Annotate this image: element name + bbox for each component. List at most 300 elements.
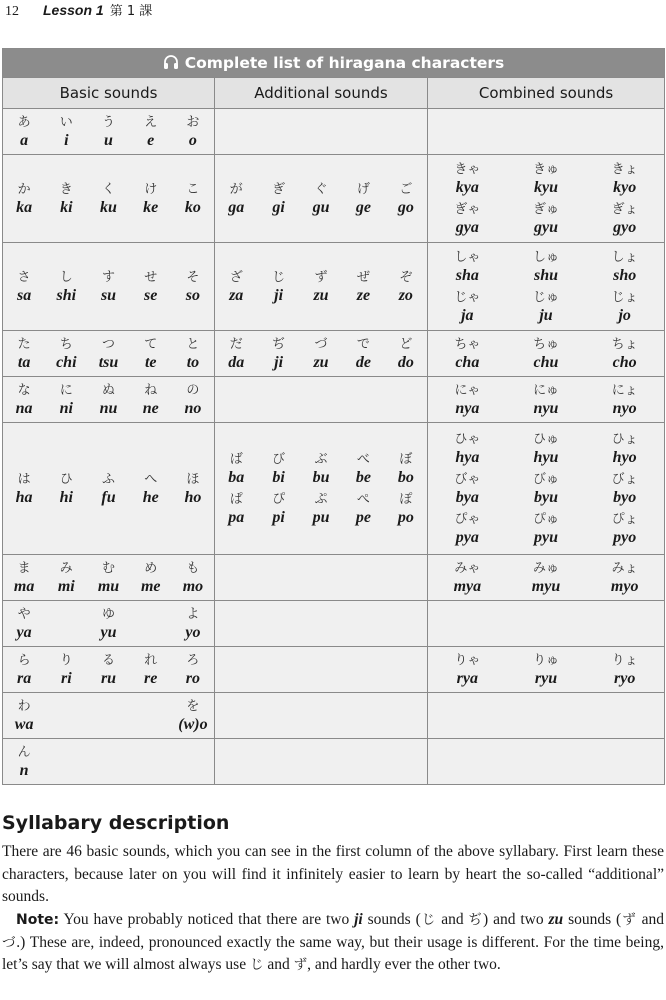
combined-cell bbox=[428, 155, 665, 243]
romaji: bu bbox=[312, 468, 330, 486]
kana-entry bbox=[428, 249, 507, 285]
kana-character: しょ bbox=[611, 249, 638, 265]
romaji: se bbox=[144, 286, 158, 304]
kana-entry bbox=[130, 382, 172, 418]
romaji: ga bbox=[228, 198, 245, 216]
romaji: hi bbox=[59, 488, 73, 506]
romaji: bo bbox=[397, 468, 414, 486]
romaji: pe bbox=[355, 508, 371, 526]
kana-entry bbox=[428, 161, 507, 197]
kana-character: ぜ bbox=[356, 269, 370, 285]
basic-cell bbox=[3, 155, 215, 243]
kana-character: ふ bbox=[102, 471, 116, 487]
kana-entry bbox=[3, 652, 45, 688]
combined-cell bbox=[428, 555, 665, 601]
kana-entry bbox=[342, 451, 384, 487]
table-row bbox=[3, 243, 665, 331]
romaji: rya bbox=[456, 669, 478, 687]
romaji: go bbox=[397, 198, 414, 216]
romaji: pi bbox=[272, 508, 285, 526]
kana-entry bbox=[300, 451, 342, 487]
kana-entry bbox=[585, 336, 664, 372]
romaji: yo bbox=[185, 623, 201, 641]
romaji: ri bbox=[60, 669, 72, 687]
kana-entry bbox=[87, 560, 129, 596]
kana-character: じゅ bbox=[533, 289, 560, 305]
combined-cell bbox=[428, 109, 665, 155]
basic-cell bbox=[3, 693, 215, 739]
combined-cell bbox=[428, 423, 665, 555]
kana-character: び bbox=[272, 451, 286, 467]
romaji: ryu bbox=[534, 669, 558, 687]
paragraph-2 bbox=[2, 909, 664, 977]
kana-character: こ bbox=[186, 181, 200, 197]
kana-entry bbox=[428, 201, 507, 237]
kana-entry bbox=[87, 269, 129, 305]
romaji: na bbox=[15, 399, 33, 417]
kana-entry bbox=[385, 336, 427, 372]
table-row bbox=[3, 739, 665, 785]
kana-character: みゃ bbox=[454, 560, 481, 576]
kana-character: づ bbox=[314, 336, 328, 352]
basic-cell bbox=[3, 647, 215, 693]
romaji: nu bbox=[99, 399, 118, 417]
kana-entry bbox=[257, 336, 299, 372]
combined-cell bbox=[428, 693, 665, 739]
table-title: Complete list of hiragana characters bbox=[184, 54, 505, 72]
text-run: sounds ( bbox=[563, 911, 622, 928]
kana-character: ぴ bbox=[272, 491, 286, 507]
kana-entry bbox=[428, 511, 507, 547]
kana-ji-2: ぢ bbox=[468, 912, 484, 928]
kana-entry bbox=[585, 201, 664, 237]
kana-character: つ bbox=[102, 336, 116, 352]
kana-zu-1: ず bbox=[621, 912, 637, 928]
additional-cell bbox=[215, 331, 428, 377]
romaji: he bbox=[142, 488, 159, 506]
kana-character: ほ bbox=[186, 471, 200, 487]
kana-entry bbox=[507, 652, 586, 688]
kana-character: びゅ bbox=[533, 471, 560, 487]
romaji: jo bbox=[618, 306, 631, 324]
kana-character: ぴゃ bbox=[454, 511, 481, 527]
kana-entry bbox=[172, 181, 214, 217]
kana-character: ぴゅ bbox=[533, 511, 560, 527]
romaji: a bbox=[20, 131, 29, 149]
kana-entry bbox=[385, 491, 427, 527]
kana-entry bbox=[585, 382, 664, 418]
table-row bbox=[3, 555, 665, 601]
kana-character: よ bbox=[186, 606, 200, 622]
kana-entry bbox=[428, 382, 507, 418]
combined-cell bbox=[428, 647, 665, 693]
romaji: bya bbox=[455, 488, 479, 506]
kana-entry bbox=[3, 382, 45, 418]
kana-entry bbox=[507, 560, 586, 596]
kana-character: わ bbox=[17, 698, 31, 714]
additional-cell bbox=[215, 693, 428, 739]
romaji: gyo bbox=[613, 218, 637, 236]
kana-character: べ bbox=[356, 451, 370, 467]
table-row bbox=[3, 109, 665, 155]
kana-character: みょ bbox=[611, 560, 638, 576]
additional-cell bbox=[215, 109, 428, 155]
romaji: o bbox=[188, 131, 197, 149]
kana-character: ぴょ bbox=[611, 511, 638, 527]
kana-entry bbox=[3, 560, 45, 596]
romaji: ji bbox=[274, 286, 284, 304]
romaji: u bbox=[104, 131, 113, 149]
kana-character: りゃ bbox=[454, 652, 481, 668]
kana-entry bbox=[428, 560, 507, 596]
romaji: ba bbox=[228, 468, 245, 486]
kana-character: ね bbox=[144, 382, 158, 398]
kana-entry bbox=[130, 606, 172, 642]
kana-entry bbox=[257, 491, 299, 527]
kana-character: にゃ bbox=[454, 382, 481, 398]
kana-entry bbox=[507, 382, 586, 418]
text-run: .) These are, indeed, pronounced exactly the same way, but their usage is different. For the time being, let’s say that we will almost always use bbox=[2, 933, 664, 973]
kana-entry bbox=[87, 471, 129, 507]
romaji: ge bbox=[355, 198, 371, 216]
kana-entry bbox=[87, 114, 129, 150]
kana-entry bbox=[45, 336, 87, 372]
text-run: and bbox=[436, 911, 469, 928]
text-run: sounds ( bbox=[362, 911, 421, 928]
romaji: tsu bbox=[98, 353, 119, 371]
kana-entry bbox=[385, 269, 427, 305]
kana-entry bbox=[45, 269, 87, 305]
romaji: po bbox=[397, 508, 414, 526]
kana-character: ゆ bbox=[102, 606, 116, 622]
kana-entry bbox=[300, 269, 342, 305]
basic-cell bbox=[3, 243, 215, 331]
kana-entry bbox=[130, 744, 172, 780]
page-number: 12 bbox=[5, 4, 19, 19]
basic-cell bbox=[3, 601, 215, 647]
kana-entry bbox=[342, 336, 384, 372]
romaji: fu bbox=[101, 488, 116, 506]
romaji: kyo bbox=[613, 178, 637, 196]
kana-character: れ bbox=[144, 652, 158, 668]
kana-character: ざ bbox=[229, 269, 243, 285]
kana-entry bbox=[130, 652, 172, 688]
romaji: ju bbox=[539, 306, 553, 324]
romaji: nyu bbox=[533, 399, 559, 417]
table-row bbox=[3, 377, 665, 423]
kana-character: きゅ bbox=[533, 161, 560, 177]
kana-character: を bbox=[186, 698, 200, 714]
romaji: sha bbox=[455, 266, 479, 284]
kana-ji-3: じ bbox=[249, 957, 264, 973]
kana-character: し bbox=[59, 269, 73, 285]
kana-character: しゅ bbox=[533, 249, 560, 265]
kana-entry bbox=[257, 181, 299, 217]
kana-entry bbox=[300, 491, 342, 527]
romaji: ryo bbox=[614, 669, 636, 687]
romaji: gi bbox=[272, 198, 285, 216]
romaji: shi bbox=[56, 286, 77, 304]
romaji: do bbox=[397, 353, 414, 371]
kana-entry bbox=[87, 652, 129, 688]
kana-character: ぼ bbox=[399, 451, 413, 467]
kana-character: ば bbox=[229, 451, 243, 467]
romaji: pyu bbox=[534, 528, 558, 546]
kana-character: ず bbox=[314, 269, 328, 285]
kana-entry bbox=[257, 451, 299, 487]
kana-character: びょ bbox=[611, 471, 638, 487]
kana-character: せ bbox=[144, 269, 158, 285]
note-label: Note: bbox=[16, 912, 60, 928]
romaji: byo bbox=[613, 488, 637, 506]
kana-character: だ bbox=[229, 336, 243, 352]
kana-character: そ bbox=[186, 269, 200, 285]
romaji: sho bbox=[613, 266, 637, 284]
kana-entry bbox=[585, 161, 664, 197]
kana-entry bbox=[130, 181, 172, 217]
kana-entry bbox=[507, 249, 586, 285]
kana-entry bbox=[45, 560, 87, 596]
kana-character: い bbox=[59, 114, 73, 130]
kana-entry bbox=[130, 471, 172, 507]
romaji: gyu bbox=[534, 218, 558, 236]
additional-cell bbox=[215, 601, 428, 647]
kana-character: ぢ bbox=[272, 336, 286, 352]
romaji: ma bbox=[13, 577, 35, 595]
additional-cell bbox=[215, 647, 428, 693]
romaji: pyo bbox=[613, 528, 637, 546]
romaji: zu bbox=[313, 353, 329, 371]
kana-entry bbox=[215, 451, 257, 487]
kana-zu-3: ず bbox=[293, 957, 308, 973]
additional-cell bbox=[215, 155, 428, 243]
kana-entry bbox=[300, 336, 342, 372]
kana-entry bbox=[87, 606, 129, 642]
paragraph-1: There are 46 basic sounds, which you can see in the first column of the above syllabary. First learn these characters, because later on you will find it infinitely easier to learn by heart the so-called “additional” sounds. bbox=[2, 843, 664, 905]
kana-character: じゃ bbox=[454, 289, 481, 305]
romaji: so bbox=[185, 286, 201, 304]
kana-entry bbox=[385, 451, 427, 487]
romaji: cha bbox=[455, 353, 480, 371]
basic-cell bbox=[3, 109, 215, 155]
romaji: ke bbox=[143, 198, 159, 216]
romaji: e bbox=[147, 131, 155, 149]
text-run: , and hardly ever the other two. bbox=[307, 956, 501, 973]
kana-character: ぐ bbox=[314, 181, 328, 197]
romaji: no bbox=[184, 399, 202, 417]
kana-character: ら bbox=[17, 652, 31, 668]
kana-entry bbox=[130, 560, 172, 596]
kana-character: お bbox=[186, 114, 200, 130]
kana-entry bbox=[172, 382, 214, 418]
kana-entry bbox=[3, 698, 45, 734]
kana-character: ぶ bbox=[314, 451, 328, 467]
kana-entry bbox=[172, 652, 214, 688]
romaji: ka bbox=[16, 198, 33, 216]
romaji: hyu bbox=[533, 448, 559, 466]
kana-entry bbox=[87, 698, 129, 734]
kana-entry bbox=[87, 336, 129, 372]
kana-entry bbox=[172, 269, 214, 305]
additional-cell bbox=[215, 243, 428, 331]
basic-cell bbox=[3, 555, 215, 601]
hiragana-table bbox=[2, 48, 665, 785]
kana-character: で bbox=[356, 336, 370, 352]
table-body bbox=[3, 109, 665, 785]
romaji: ta bbox=[17, 353, 31, 371]
romaji: kyu bbox=[534, 178, 558, 196]
kana-entry bbox=[172, 114, 214, 150]
lesson-label: Lesson 1 bbox=[43, 2, 104, 18]
kana-character: え bbox=[144, 114, 158, 130]
kana-entry bbox=[385, 181, 427, 217]
kana-character: む bbox=[102, 560, 116, 576]
text-run: and bbox=[636, 911, 665, 928]
kana-character: が bbox=[229, 181, 243, 197]
basic-cell bbox=[3, 331, 215, 377]
basic-cell bbox=[3, 423, 215, 555]
kana-character: に bbox=[59, 382, 73, 398]
headphones-icon bbox=[163, 54, 179, 70]
romaji: to bbox=[186, 353, 200, 371]
kana-character: にょ bbox=[611, 382, 638, 398]
romaji: pya bbox=[455, 528, 479, 546]
kana-character: びゃ bbox=[454, 471, 481, 487]
kana-entry bbox=[3, 269, 45, 305]
kana-character: ちゃ bbox=[454, 336, 481, 352]
section-title: Syllabary description bbox=[2, 812, 230, 834]
kana-character: ご bbox=[399, 181, 413, 197]
romaji: ze bbox=[356, 286, 371, 304]
kana-character: も bbox=[186, 560, 200, 576]
kana-entry bbox=[300, 181, 342, 217]
romaji: ne bbox=[142, 399, 159, 417]
kana-entry bbox=[45, 382, 87, 418]
kana-entry bbox=[585, 249, 664, 285]
kana-zu-2: づ bbox=[2, 934, 17, 951]
kana-ji-1: じ bbox=[420, 912, 437, 928]
romaji: chu bbox=[533, 353, 559, 371]
kana-entry bbox=[45, 744, 87, 780]
kana-character: ぺ bbox=[356, 491, 370, 507]
kana-entry bbox=[215, 491, 257, 527]
romaji: ho bbox=[184, 488, 202, 506]
kana-entry bbox=[585, 511, 664, 547]
kana-entry bbox=[215, 269, 257, 305]
kana-character: ぬ bbox=[102, 382, 116, 398]
romaji: ni bbox=[59, 399, 73, 417]
kana-character: ひ bbox=[59, 471, 73, 487]
kana-entry bbox=[342, 491, 384, 527]
table-row bbox=[3, 331, 665, 377]
kana-character: は bbox=[17, 471, 31, 487]
kana-character: や bbox=[17, 606, 31, 622]
kana-character: り bbox=[59, 652, 73, 668]
kana-entry bbox=[585, 471, 664, 507]
kana-character: さ bbox=[17, 269, 31, 285]
romaji: mya bbox=[453, 577, 482, 595]
kana-entry bbox=[507, 289, 586, 325]
romaji: pu bbox=[312, 508, 330, 526]
romaji: mu bbox=[97, 577, 120, 595]
kana-entry bbox=[507, 511, 586, 547]
kana-character: ぷ bbox=[314, 491, 328, 507]
kana-entry bbox=[215, 181, 257, 217]
romaji: ku bbox=[100, 198, 117, 216]
term-zu: zu bbox=[548, 911, 564, 928]
kana-entry bbox=[428, 652, 507, 688]
kana-entry bbox=[342, 181, 384, 217]
kana-entry bbox=[507, 431, 586, 467]
text-run: You have probably noticed that there are two bbox=[59, 911, 355, 928]
romaji: byu bbox=[534, 488, 558, 506]
kana-entry bbox=[172, 606, 214, 642]
kana-character: め bbox=[144, 560, 158, 576]
kana-entry bbox=[507, 336, 586, 372]
kana-character: な bbox=[17, 382, 31, 398]
kana-character: ぎゅ bbox=[533, 201, 560, 217]
kana-character: ぱ bbox=[229, 491, 243, 507]
romaji: bi bbox=[272, 468, 285, 486]
kana-character: ぽ bbox=[399, 491, 413, 507]
table-title-bar bbox=[3, 49, 665, 78]
kana-entry bbox=[130, 269, 172, 305]
kana-entry bbox=[45, 698, 87, 734]
kana-character: た bbox=[17, 336, 31, 352]
kana-entry bbox=[3, 181, 45, 217]
romaji: zu bbox=[313, 286, 329, 304]
kana-entry bbox=[428, 431, 507, 467]
kana-character: ち bbox=[59, 336, 73, 352]
kana-character: ま bbox=[17, 560, 31, 576]
kana-entry bbox=[172, 471, 214, 507]
table-row bbox=[3, 693, 665, 739]
kana-entry bbox=[3, 744, 45, 780]
kana-character: か bbox=[17, 181, 31, 197]
kana-character: ひょ bbox=[611, 431, 638, 447]
kana-character: あ bbox=[17, 114, 31, 130]
kana-entry bbox=[585, 652, 664, 688]
kana-entry bbox=[87, 181, 129, 217]
kana-entry bbox=[3, 471, 45, 507]
kana-entry bbox=[172, 698, 214, 734]
running-head bbox=[5, 1, 152, 21]
kana-entry bbox=[585, 289, 664, 325]
romaji: nyo bbox=[612, 399, 637, 417]
combined-cell bbox=[428, 739, 665, 785]
romaji: da bbox=[228, 353, 245, 371]
kana-entry bbox=[3, 606, 45, 642]
kana-character: き bbox=[59, 181, 73, 197]
header-additional: Additional sounds bbox=[215, 78, 428, 109]
kana-character: きゃ bbox=[454, 161, 481, 177]
romaji: kya bbox=[455, 178, 479, 196]
kana-character: みゅ bbox=[533, 560, 560, 576]
romaji: hyo bbox=[612, 448, 637, 466]
romaji: chi bbox=[56, 353, 77, 371]
romaji: n bbox=[19, 761, 29, 779]
kana-entry bbox=[342, 269, 384, 305]
combined-cell bbox=[428, 601, 665, 647]
romaji: te bbox=[144, 353, 157, 371]
kana-character: う bbox=[102, 114, 116, 130]
kana-character: く bbox=[102, 181, 116, 197]
romaji: ji bbox=[274, 353, 284, 371]
kana-entry bbox=[172, 560, 214, 596]
romaji: i bbox=[64, 131, 69, 149]
additional-cell bbox=[215, 555, 428, 601]
additional-cell bbox=[215, 739, 428, 785]
